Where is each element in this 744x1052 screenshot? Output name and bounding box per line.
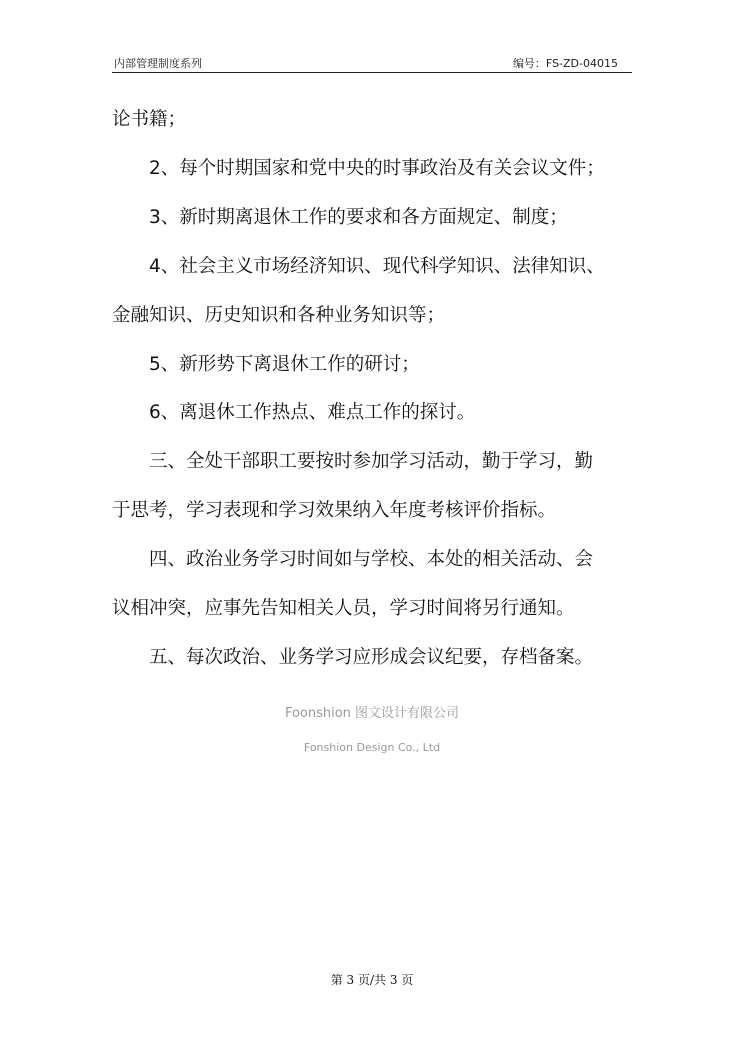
footer-company-name-en: Fonshion Design Co., Ltd: [303, 741, 441, 754]
paragraph-line: 四、政治业务学习时间如与学校、本处的相关活动、会: [149, 549, 594, 571]
header-series-title: 内部管理制度系列: [114, 57, 202, 70]
page-header: [112, 54, 632, 73]
paragraph-line: 5、新形势下离退休工作的研讨；: [149, 353, 420, 375]
paragraph-line: 6、离退休工作热点、难点工作的探讨。: [149, 402, 476, 424]
document-body: [112, 96, 636, 683]
paragraph-line: 议相冲突，应事先告知相关人员，学习时间将另行通知。: [112, 598, 575, 620]
paragraph-line: 论书籍；: [112, 109, 187, 130]
paragraph-line: 3、新时期离退休工作的要求和各方面规定、制度；: [149, 206, 568, 228]
paragraph-line: 4、社会主义市场经济知识、现代科学知识、法律知识、: [149, 255, 605, 277]
paragraph-line: 五、每次政治、业务学习应形成会议纪要，存档备案。: [149, 646, 594, 668]
header-document-number: 编号：FS-ZD-04015: [512, 57, 618, 70]
paragraph-line: 于思考，学习表现和学习效果纳入年度考核评价指标。: [112, 500, 557, 522]
paragraph-line: 金融知识、历史知识和各种业务知识等；: [112, 304, 446, 326]
footer-company-name-cn: Foonshion 图文设计有限公司: [284, 706, 460, 721]
paragraph-line: 三、全处干部职工要按时参加学习活动，勤于学习，勤: [149, 451, 594, 473]
paragraph-line: 2、每个时期国家和党中央的时事政治及有关会议文件；: [149, 157, 605, 179]
page-number: 第 3 页/共 3 页: [330, 973, 414, 987]
